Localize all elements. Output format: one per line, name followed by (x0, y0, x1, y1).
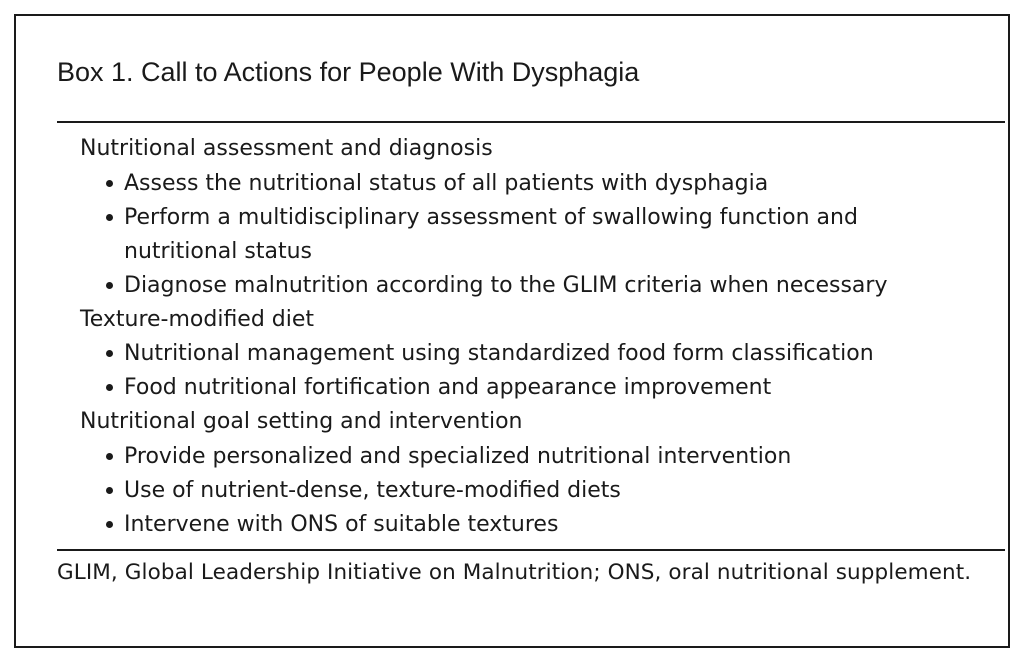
list-item: Assess the nutritional status of all patients with dysphagia (106, 167, 944, 201)
list-item: Food nutritional fortification and appearance improvement (106, 371, 944, 405)
section-heading-assessment: Nutritional assessment and diagnosis (80, 136, 493, 161)
list-item: Use of nutrient-dense, texture-modified diets (106, 474, 944, 508)
box-title: Box 1. Call to Actions for People With Dysphagia (57, 57, 640, 87)
bullet-icon (106, 214, 113, 221)
bullet-icon (106, 282, 113, 289)
bullet-icon (106, 487, 113, 494)
bullet-icon (106, 384, 113, 391)
bullet-icon (106, 521, 113, 528)
list-item: Nutritional management using standardized food form classification (106, 337, 944, 371)
section-heading-goal-setting: Nutritional goal setting and intervention (80, 409, 523, 434)
bullet-icon (106, 350, 113, 357)
box-content (16, 16, 1008, 646)
call-to-action-box (14, 14, 1010, 648)
bullet-icon (106, 180, 113, 187)
section-heading-texture: Texture-modified diet (80, 307, 315, 332)
abbreviations-footnote: GLIM, Global Leadership Initiative on Malnutrition; ONS, oral nutritional supplement. (57, 560, 972, 585)
list-item: Provide personalized and specialized nutritional intervention (106, 440, 944, 474)
bullet-icon (106, 453, 113, 460)
bottom-rule (57, 549, 1005, 551)
list-item: Perform a multidisciplinary assessment of swallowing function and nutritional status (106, 201, 944, 269)
list-item: Intervene with ONS of suitable textures (106, 508, 944, 542)
list-item: Diagnose malnutrition according to the GLIM criteria when necessary (106, 269, 944, 303)
